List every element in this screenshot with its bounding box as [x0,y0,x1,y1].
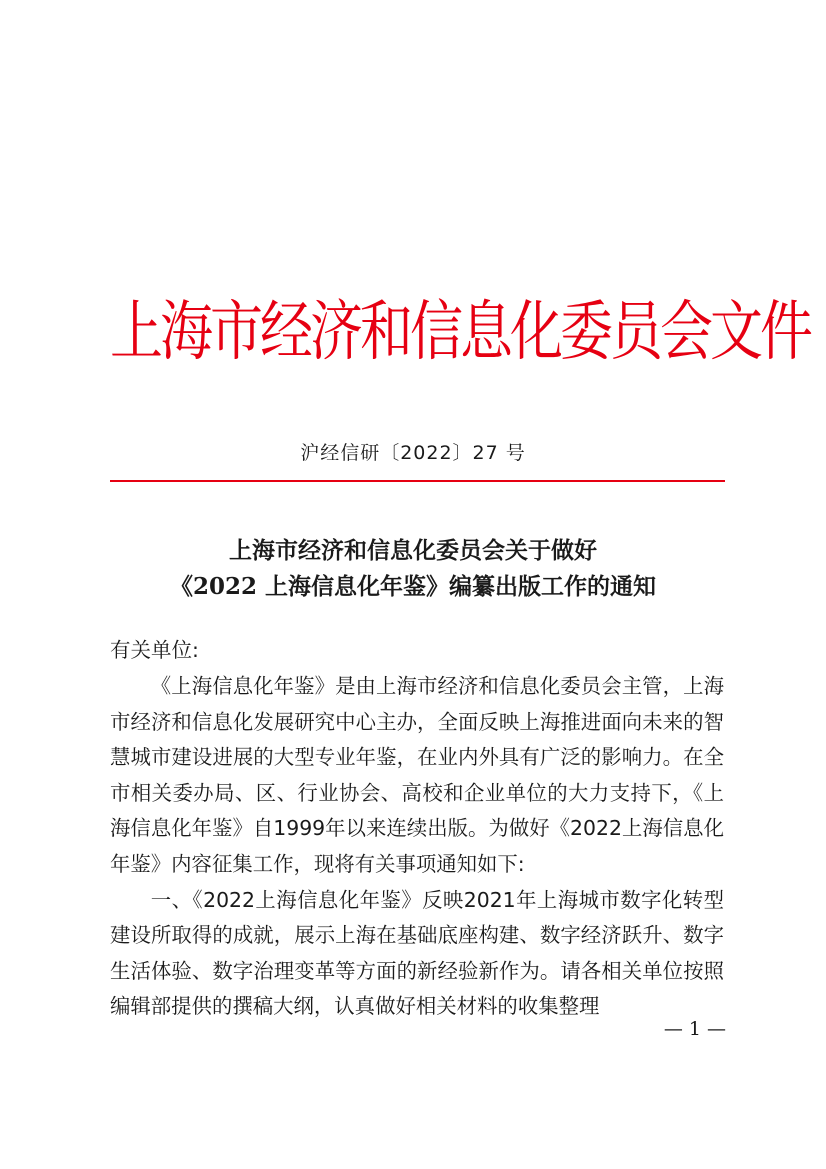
document-number: 沪经信研〔2022〕27 号 [300,442,526,464]
body-text [110,669,724,1025]
issuer-header-title: 上海市经济和信息化委员会文件 [110,295,810,370]
notice-title [110,533,716,605]
body-paragraph: 一、《2022上海信息化年鉴》反映2021年上海城市数字化转型建设所取得的成就，展示上海在基础底座构建、数字经济跃升、数字生活体验、数字治理变革等方面的新经验新作为。请各相关单位按照编辑部提供的撰稿大纲，认真做好相关材料的收集整理 [110,887,724,1019]
notice-title-line-2: 《2022 上海信息化年鉴》编纂出版工作的通知 [169,573,657,600]
red-divider-line [110,480,725,482]
notice-title-line-1: 上海市经济和信息化委员会关于做好 [229,537,597,564]
salutation: 有关单位: [110,638,199,662]
body-paragraph: 《上海信息化年鉴》是由上海市经济和信息化委员会主管，上海市经济和信息化发展研究中心主办，全面反映上海推进面向未来的智慧城市建设进展的大型专业年鉴，在业内外具有广泛的影响力。在全市相关委办局、区、行业协会、高校和企业单位的大力支持下，《上海信息化年鉴》自1999年以来连续出版。为做好《2022上海信息化年鉴》内容征集工作，现将有关事项通知如下: [110,674,724,876]
page-number: — 1 — [663,1018,726,1040]
